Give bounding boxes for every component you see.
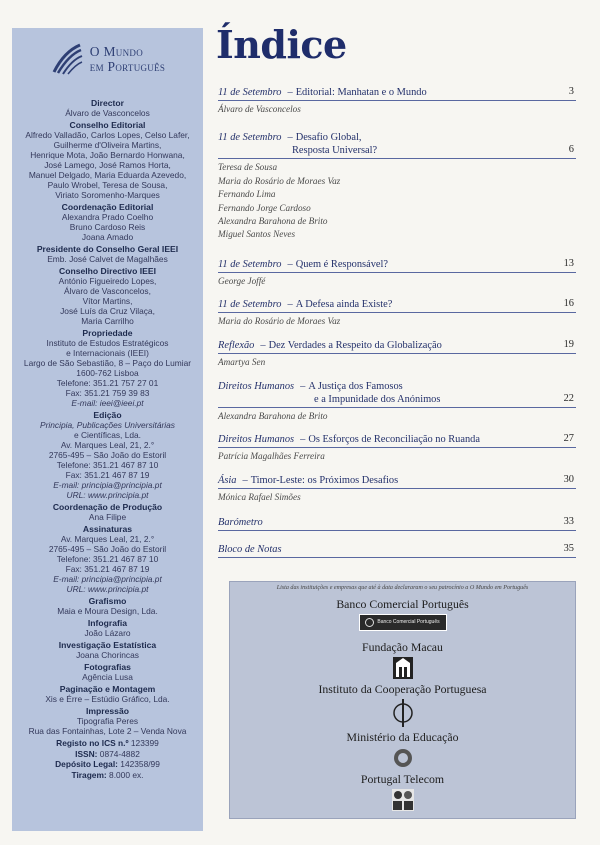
toc-author: Fernando Lima	[218, 189, 276, 200]
toc-author: George Joffé	[218, 275, 266, 286]
logo-line-1: O Mundo	[89, 44, 143, 59]
toc-title: Timor-Leste: os Próximos Desafios	[250, 474, 399, 486]
masthead-section	[16, 410, 199, 500]
toc-divider	[218, 407, 576, 408]
masthead-line: Principia, Publicações Universitárias	[40, 420, 175, 430]
table-of-contents	[218, 76, 576, 558]
toc-page-number: 27	[563, 433, 574, 445]
masthead-line: Telefone: 351.21 467 87 10	[56, 554, 159, 564]
masthead-section	[16, 98, 199, 118]
toc-title: Desafio Global,	[295, 132, 362, 144]
masthead-section	[16, 244, 199, 264]
masthead-section	[16, 120, 199, 200]
toc-author: Patrícia Magalhães Ferreira	[218, 451, 325, 462]
toc-category: Direitos Humanos	[218, 434, 295, 446]
masthead-line: Guilherme d'Oliveira Martins,	[53, 140, 162, 150]
masthead-line: Maia e Moura Design, Lda.	[57, 606, 158, 616]
toc-author: Mónica Rafael Simões	[218, 491, 301, 502]
toc-category: Barómetro	[218, 517, 263, 529]
icp-logo-icon	[393, 699, 413, 727]
masthead-section	[16, 706, 199, 736]
toc-authors	[218, 103, 576, 116]
toc-authors	[218, 491, 576, 504]
toc-entry[interactable]: 11 de Setembro – A Defesa ainda Existe? 16	[218, 298, 574, 311]
toc-divider	[218, 488, 576, 489]
masthead-section	[16, 662, 199, 682]
toc-entry[interactable]	[218, 514, 576, 529]
toc-author: Alexandra Barahona de Brito	[218, 216, 328, 227]
masthead-line[interactable]: URL: www.principia.pt	[66, 584, 149, 594]
masthead-line[interactable]: E-mail: principia@principia.pt	[53, 480, 162, 490]
masthead-section	[16, 328, 199, 408]
toc-category: Reflexão	[218, 339, 255, 351]
masthead-line: Fax: 351.21 759 39 83	[65, 388, 150, 398]
masthead-column	[12, 28, 203, 831]
toc-authors	[218, 275, 576, 288]
masthead-line: Álvaro de Vasconcelos,	[64, 286, 151, 296]
toc-page-number: 3	[568, 86, 574, 97]
toc-title-continued: e a Impunidade dos Anónimos	[314, 394, 441, 406]
toc-page-number: 19	[563, 338, 574, 350]
toc-divider	[218, 353, 576, 354]
toc-divider	[218, 530, 576, 531]
toc-author: Teresa de Sousa	[218, 162, 278, 173]
toc-page-number: 16	[563, 298, 574, 310]
masthead-line: 2765-495 – São João do Estoril	[48, 450, 167, 460]
toc-page-number: 33	[563, 516, 574, 528]
registry-line: Depósito Legal: 142358/99	[55, 759, 160, 769]
toc-page-number: 6	[568, 144, 574, 156]
bcp-logo-icon: Banco Comercial Português	[359, 614, 447, 631]
masthead-line: José Lamego, José Ramos Horta,	[44, 160, 171, 170]
masthead-line: Henrique Mota, João Bernardo Honwana,	[30, 150, 185, 160]
toc-category: Bloco de Notas	[218, 544, 282, 556]
toc-title: Dez Verdades a Respeito da Globalização	[268, 339, 442, 351]
masthead-line[interactable]: E-mail: principia@principia.pt	[53, 574, 162, 584]
logo-line-2: em Português	[89, 59, 166, 74]
masthead-heading: Presidente do Conselho Geral IEEI	[36, 244, 179, 254]
registry-line: Registo no ICS n.º 123399	[56, 738, 159, 748]
masthead-section	[16, 502, 199, 522]
masthead-section	[16, 640, 199, 660]
toc-authors	[218, 410, 576, 423]
masthead-line: Instituto de Estudos Estratégicos	[46, 338, 169, 348]
pt-logo-icon	[392, 789, 414, 811]
toc-divider	[218, 312, 576, 313]
masthead-line: Telefone: 351.21 467 87 10	[56, 460, 159, 470]
masthead-section	[16, 524, 199, 594]
toc-entry[interactable]: Direitos Humanos – A Justiça dos Famosos e a Impunidade dos Anónimos 22	[218, 381, 574, 406]
masthead-heading: Coordenação Editorial	[61, 202, 154, 212]
toc-category: 11 de Setembro	[218, 258, 282, 270]
toc-entry[interactable]: Direitos Humanos – Os Esforços de Reconciliação no Ruanda 27	[218, 433, 574, 446]
masthead-line: Xis e Érre – Estúdio Gráfico, Lda.	[45, 694, 170, 704]
toc-category: Ásia	[218, 474, 237, 486]
toc-entry[interactable]: 11 de Setembro – Desafio Global, Resposta Universal? 6	[218, 132, 574, 157]
fundacao-macau-logo-icon	[393, 657, 413, 679]
toc-divider	[218, 557, 576, 558]
masthead-line: Telefone: 351.21 757 27 01	[56, 378, 159, 388]
toc-page-number: 35	[563, 543, 574, 555]
registry-line: ISSN: 0874-4882	[75, 748, 140, 759]
toc-author: Alexandra Barahona de Brito	[218, 411, 328, 422]
toc-page-number: 22	[563, 393, 574, 405]
toc-entry[interactable]	[218, 541, 576, 556]
masthead-line: Alexandra Prado Coelho	[61, 212, 154, 222]
toc-authors	[218, 161, 576, 241]
masthead-heading: Impressão	[86, 706, 129, 716]
masthead-line: João Lázaro	[84, 628, 131, 638]
toc-page-number: 13	[563, 257, 574, 269]
toc-entry[interactable]: Ásia – Timor-Leste: os Próximos Desafios 30	[218, 473, 574, 486]
toc-title: Quem é Responsável?	[295, 258, 389, 270]
masthead-line: 2765-495 – São João do Estoril	[48, 544, 167, 554]
masthead-line: Emb. José Calvet de Magalhães	[47, 254, 168, 264]
masthead-line: Álvaro de Vasconcelos	[65, 108, 150, 118]
masthead-heading: Director	[91, 98, 124, 108]
masthead-section	[16, 618, 199, 638]
masthead-line: Paulo Wrobel, Teresa de Sousa,	[47, 180, 168, 190]
toc-author: Fernando Jorge Cardoso	[218, 202, 311, 213]
masthead-line: Manuel Delgado, Maria Eduarda Azevedo,	[28, 170, 187, 180]
min-educacao-logo-icon	[393, 747, 413, 769]
toc-divider	[218, 100, 576, 101]
toc-authors	[218, 356, 576, 369]
toc-page-number: 30	[563, 473, 574, 485]
masthead-heading: Propriedade	[82, 328, 133, 338]
masthead-line: Av. Marques Leal, 21, 2.°	[60, 440, 155, 450]
sponsors-box	[229, 581, 576, 819]
toc-category: 11 de Setembro	[218, 87, 282, 98]
sponsor-bcp: Banco Comercial Português	[336, 597, 469, 611]
masthead-section	[16, 266, 199, 326]
masthead-line: Vítor Martins,	[82, 296, 133, 306]
masthead-line: Av. Marques Leal, 21, 2.°	[60, 534, 155, 544]
masthead-section	[16, 596, 199, 616]
masthead-line: 1600-762 Lisboa	[76, 368, 139, 378]
masthead-heading: Grafismo	[88, 596, 127, 606]
masthead-heading: Conselho Directivo IEEI	[59, 266, 156, 276]
sponsors-note: Lista das instituições e empresas que até à data declararam o seu patrocínio a O Mundo em Português	[276, 585, 529, 591]
toc-category: 11 de Setembro	[218, 299, 282, 311]
masthead-section	[16, 202, 199, 242]
publication-logo	[16, 36, 199, 82]
toc-authors	[218, 450, 576, 463]
masthead-line: Fax: 351.21 467 87 19	[65, 470, 150, 480]
toc-title: Editorial: Manhatan e o Mundo	[295, 87, 427, 98]
toc-divider	[218, 272, 576, 273]
toc-title: A Defesa ainda Existe?	[295, 299, 393, 311]
registry-info	[16, 738, 199, 780]
masthead-line: Joana Amado	[81, 232, 134, 242]
toc-category: Direitos Humanos	[218, 381, 295, 393]
toc-title: Os Esforços de Reconciliação no Ruanda	[308, 434, 480, 446]
toc-author: Amartya Sen	[218, 356, 266, 367]
masthead-line: Fax: 351.21 467 87 19	[65, 564, 150, 574]
masthead-line: Joana Chorincas	[76, 650, 139, 660]
sponsor-fundacao-macau: Fundação Macau	[362, 640, 443, 654]
masthead-heading: Fotografias	[84, 662, 131, 672]
masthead-line: Bruno Cardoso Reis	[69, 222, 146, 232]
toc-title-continued: Resposta Universal?	[292, 145, 378, 157]
toc-author: Maria do Rosário de Moraes Vaz	[218, 316, 341, 327]
masthead-section	[16, 684, 199, 704]
toc-title: A Justiça dos Famosos	[308, 381, 403, 393]
masthead-line: José Luís da Cruz Vilaça,	[60, 306, 155, 316]
toc-entry[interactable]: 11 de Setembro – Editorial: Manhatan e o Mundo 3	[218, 86, 574, 98]
masthead-heading: Assinaturas	[82, 524, 133, 534]
masthead-heading: Paginação e Montagem	[59, 684, 156, 694]
toc-entry[interactable]: 11 de Setembro – Quem é Responsável? 13	[218, 257, 574, 270]
toc-author: Álvaro de Vasconcelos	[218, 104, 301, 114]
toc-authors	[218, 315, 576, 328]
masthead-line[interactable]: URL: www.principia.pt	[66, 490, 149, 500]
masthead-line: Agência Lusa	[82, 672, 133, 682]
toc-author: Miguel Santos Neves	[218, 229, 296, 240]
masthead-line: Tipografia Peres	[76, 716, 139, 726]
toc-category: 11 de Setembro	[218, 132, 282, 144]
registry-line: Tiragem: 8.000 ex.	[71, 769, 144, 780]
toc-divider	[218, 447, 576, 448]
toc-entry[interactable]: Reflexão – Dez Verdades a Respeito da Globalização 19	[218, 338, 574, 351]
toc-divider	[218, 158, 576, 159]
masthead-heading: Conselho Editorial	[69, 120, 146, 130]
toc-author: Maria do Rosário de Moraes Vaz	[218, 175, 341, 186]
sponsor-min-educacao: Ministério da Educação	[346, 730, 459, 744]
page-title: Índice	[216, 22, 347, 67]
masthead-line: Alfredo Valladão, Carlos Lopes, Celso Lafer,	[25, 130, 190, 140]
masthead-heading: Coordenação de Produção	[52, 502, 163, 512]
masthead-line: Largo de São Sebastião, 8 – Paço do Lumiar	[23, 358, 192, 368]
sponsor-pt: Portugal Telecom	[360, 772, 445, 786]
masthead-line: e Científicas, Lda.	[73, 430, 142, 440]
masthead-line: António Figueiredo Lopes,	[58, 276, 157, 286]
masthead-line: Rua das Fontainhas, Lote 2 – Venda Nova	[28, 726, 187, 736]
masthead-line: Viriato Soromenho-Marques	[55, 190, 160, 200]
sponsor-icp: Instituto da Cooperação Portuguesa	[318, 682, 487, 696]
masthead-heading: Edição	[93, 410, 122, 420]
masthead-line: Ana Filipe	[88, 512, 127, 522]
masthead-line[interactable]: E-mail: ieei@ieei.pt	[71, 398, 144, 408]
masthead-sections	[16, 98, 199, 736]
masthead-line: Maria Carrilho	[81, 316, 134, 326]
globe-logo-icon	[50, 42, 84, 76]
masthead-heading: Infografia	[87, 618, 128, 628]
masthead-line: e Internacionais (IEEI)	[66, 348, 149, 358]
masthead-heading: Investigação Estatística	[58, 640, 157, 650]
